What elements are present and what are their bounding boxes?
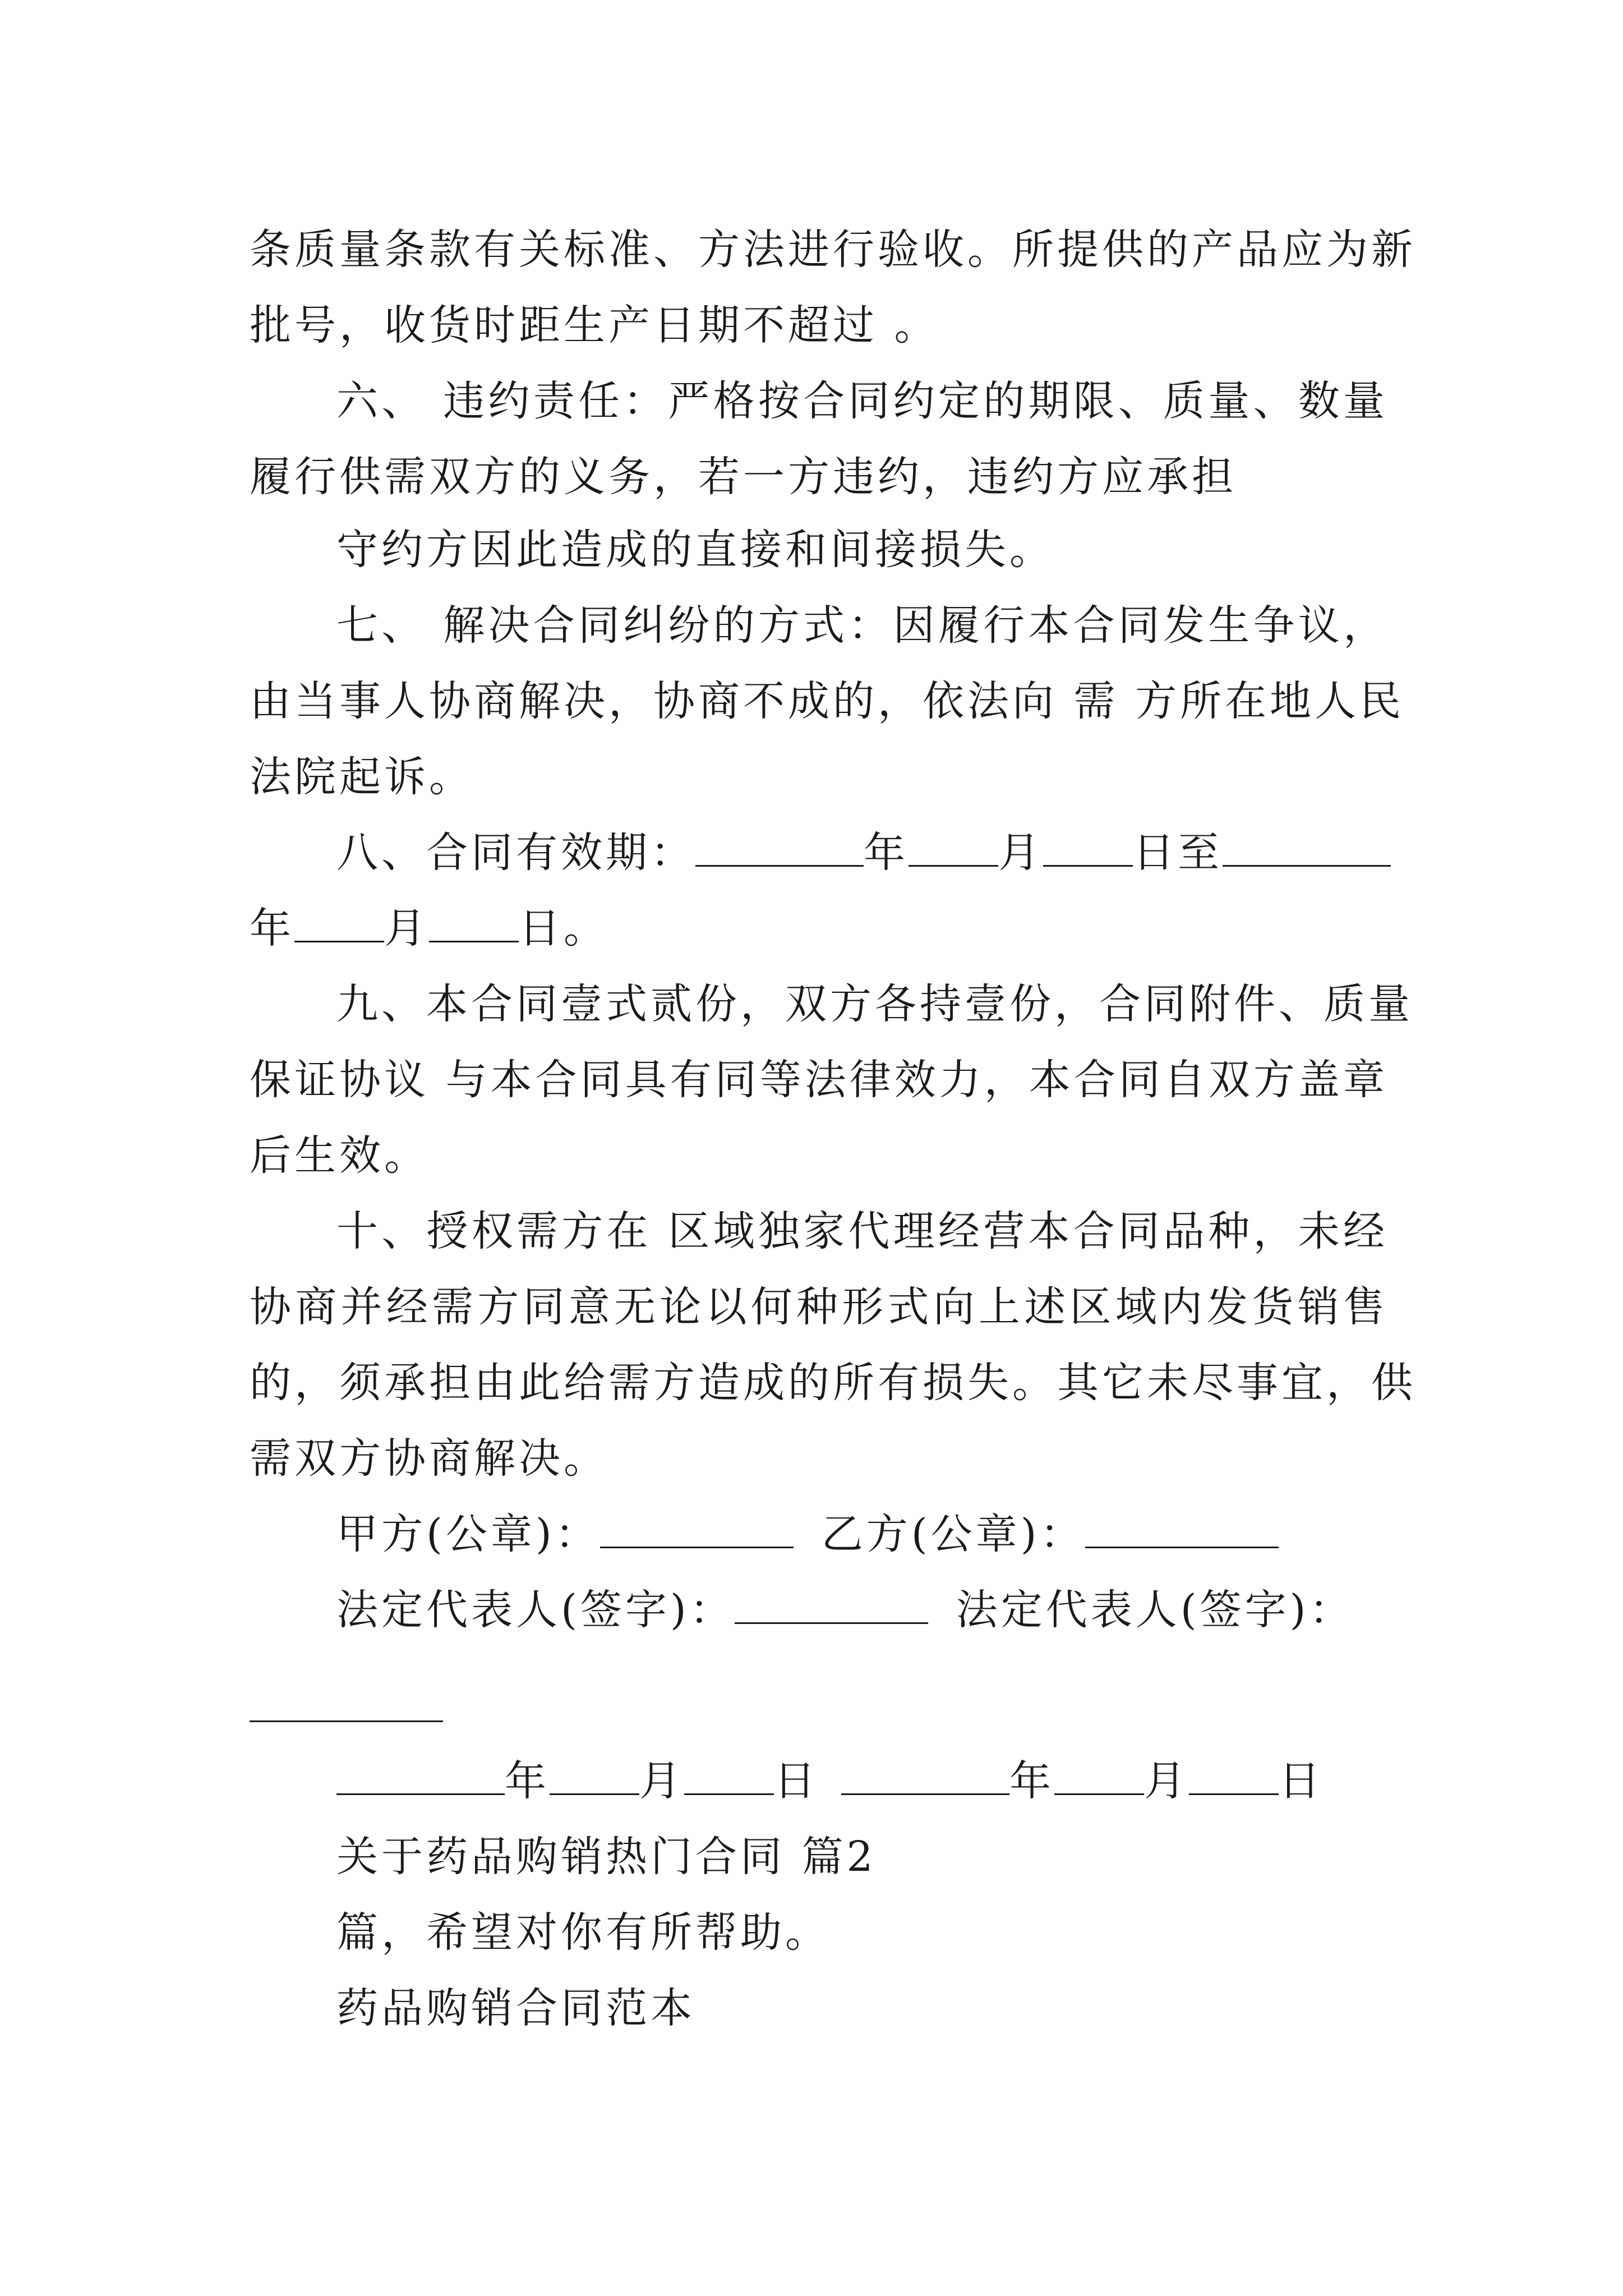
- text-line: 条质量条款有关标准、方法进行验收。所提供的产品应为新: [250, 226, 1416, 274]
- clause-10-line: 的，须承担由此给需方造成的所有损失。其它未尽事宜，供: [250, 1359, 1416, 1407]
- section-2-heading: 药品购销合同范本: [336, 1984, 695, 2032]
- blank-line: [735, 1583, 928, 1624]
- clause-6-line: 履行供需双方的义务，若一方违约，违约方应承担: [250, 453, 1237, 501]
- month-label: 月: [1144, 1757, 1189, 1805]
- blank-line: [695, 826, 864, 867]
- year-label: 年: [864, 829, 909, 877]
- month-label: 月: [998, 829, 1043, 877]
- blank-line: [1189, 1754, 1279, 1795]
- section-2-intro: 篇，希望对你有所帮助。: [336, 1908, 830, 1957]
- clause-7-line: 七、 解决合同纠纷的方式：因履行本合同发生争议，: [336, 601, 1388, 650]
- blank-line: [1054, 1754, 1144, 1795]
- party-b-label: 乙方(公章)：: [821, 1510, 1085, 1558]
- clause-10-line: 协商并经需方同意无论以何种形式向上述区域内发货销售: [250, 1283, 1388, 1331]
- month-label: 月: [639, 1757, 684, 1805]
- section-2-title: 关于药品购销热门合同 篇2: [336, 1833, 877, 1881]
- clause-10-line: 需双方协商解决。: [250, 1434, 608, 1483]
- clause-6-line: 六、 违约责任：严格按合同约定的期限、质量、数量: [336, 377, 1388, 425]
- blank-line: [429, 901, 519, 942]
- clause-9-line: 后生效。: [250, 1131, 429, 1180]
- signature-line: [336, 1506, 1388, 1562]
- blank-line: [336, 1754, 505, 1795]
- clause-10-line: 十、授权需方在 区域独家代理经营本合同品种，未经: [336, 1207, 1388, 1255]
- clause-8-label: 八、合同有效期：: [336, 829, 695, 877]
- blank-line: [1223, 826, 1391, 867]
- text-line: 批号，收货时距生产日期不超过 。: [250, 301, 939, 349]
- day-label: 日: [774, 1757, 819, 1805]
- blank-line: [550, 1754, 639, 1795]
- signature-line: [336, 1582, 1388, 1638]
- month-label: 月: [384, 904, 429, 953]
- blank-line: [841, 1754, 1009, 1795]
- clause-8-line: [336, 825, 1388, 881]
- day-label: 日。: [519, 904, 608, 953]
- clause-9-line: 九、本合同壹式贰份，双方各持壹份，合同附件、质量: [336, 980, 1413, 1028]
- blank-line: [684, 1754, 774, 1795]
- blank-line: [600, 1507, 794, 1548]
- blank-line: [294, 901, 384, 942]
- day-to-label: 日至: [1133, 829, 1223, 877]
- year-label: 年: [250, 904, 294, 953]
- clause-6-line: 守约方因此造成的直接和间接损失。: [336, 526, 1054, 574]
- clause-7-line: 法院起诉。: [250, 753, 474, 801]
- blank-line: [250, 1720, 443, 1722]
- day-label: 日: [1279, 1757, 1324, 1805]
- blank-line: [1085, 1507, 1279, 1548]
- party-a-label: 甲方(公章)：: [336, 1510, 600, 1558]
- year-label: 年: [505, 1757, 550, 1805]
- blank-line: [909, 826, 998, 867]
- clause-8-line: [250, 900, 1388, 956]
- clause-9-line: 保证协议 与本合同具有同等法律效力，本合同自双方盖章: [250, 1056, 1388, 1104]
- date-row: [336, 1753, 1388, 1809]
- rep-b-label: 法定代表人(签字)：: [956, 1586, 1354, 1634]
- clause-7-line: 由当事人协商解决，协商不成的，依法向 需 方所在地人民: [250, 677, 1405, 725]
- rep-a-label: 法定代表人(签字)：: [336, 1586, 735, 1634]
- blank-line: [1043, 826, 1133, 867]
- year-label: 年: [1009, 1757, 1054, 1805]
